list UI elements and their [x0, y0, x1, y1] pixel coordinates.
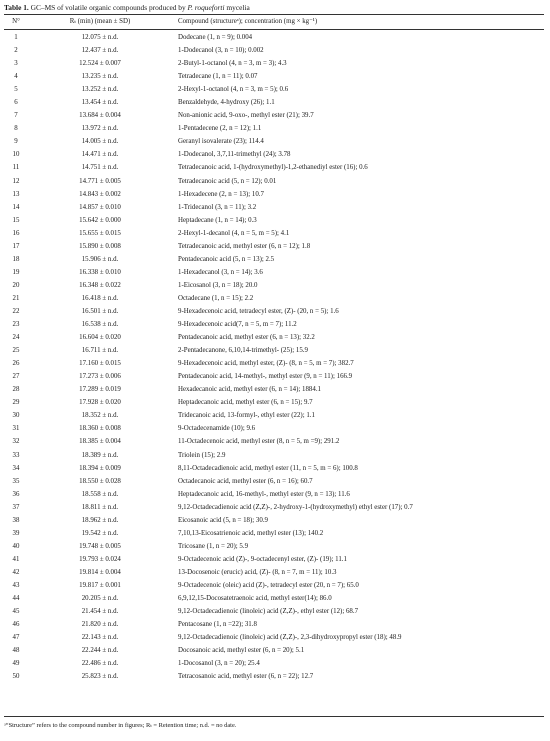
table-row: [0, 383, 550, 396]
compound-cell: 9-Octadecenoic acid (Z)-, 9-octadecenyl ester, (Z)- (19); 11.1: [178, 555, 347, 563]
table-row: [0, 553, 550, 566]
table-row: [0, 396, 550, 409]
compound-cell: 1-Dodecanol (3, n = 10); 0.002: [178, 47, 264, 55]
table-row: [0, 449, 550, 462]
compound-cell: Benzaldehyde, 4-hydroxy (26); 1.1: [178, 99, 275, 107]
row-number: 1: [14, 34, 18, 41]
row-number: 32: [12, 438, 20, 446]
retention-time-cell: 18.385 ± 0.004: [79, 438, 121, 446]
row-number: 37: [12, 503, 20, 511]
retention-time-cell: 14.471 ± n.d.: [81, 151, 119, 159]
table-label: Table 1.: [4, 3, 29, 12]
table-row: [0, 240, 550, 253]
row-number: 15: [12, 216, 20, 224]
retention-time-cell: 17.289 ± 0.019: [79, 386, 121, 394]
row-number: 10: [12, 151, 20, 159]
retention-time-cell: 19.793 ± 0.024: [79, 555, 121, 563]
table-row: [0, 422, 550, 435]
row-number: 17: [12, 242, 20, 250]
compound-cell: Non-anionic acid, 9-oxo-, methyl ester (21); 39.7: [178, 112, 314, 120]
row-number: 30: [12, 412, 20, 420]
table-row: [0, 57, 550, 70]
retention-time-cell: 14.005 ± n.d.: [81, 138, 119, 146]
retention-time-cell: 21.454 ± n.d.: [81, 608, 119, 616]
compound-cell: 11-Octadecenoic acid, methyl ester (8, n = 5, m =9); 291.2: [178, 438, 340, 446]
table-row: [0, 540, 550, 553]
retention-time-cell: 13.972 ± n.d.: [81, 125, 119, 133]
compound-cell: Docosanoic acid, methyl ester (6, n = 20); 5.1: [178, 647, 305, 655]
row-number: 23: [12, 321, 20, 329]
compound-cell: 2-Pentadecanone, 6,10,14-trimethyl- (25); 15.9: [178, 347, 308, 355]
table-row: [0, 501, 550, 514]
compound-cell: Eicosanoic acid (5, n = 18); 30.9: [178, 516, 268, 524]
retention-time-cell: 16.338 ± 0.010: [79, 268, 121, 276]
compound-cell: Pentadecanoic acid, methyl ester (6, n = 13); 32.2: [178, 334, 315, 342]
row-number: 19: [12, 268, 20, 276]
row-number: 41: [12, 555, 20, 563]
table-row: [0, 305, 550, 318]
table-row: [0, 618, 550, 631]
retention-time-cell: 14.771 ± 0.005: [79, 177, 121, 185]
compound-cell: 8,11-Octadecadienoic acid, methyl ester (11, n = 5, m = 6); 100.8: [178, 464, 358, 472]
row-number: 6: [14, 99, 18, 107]
retention-time-cell: 16.501 ± n.d.: [81, 307, 119, 315]
retention-time-cell: 18.962 ± n.d.: [81, 516, 119, 524]
compound-cell: 1-Pentadecene (2, n = 12); 1.1: [178, 125, 262, 133]
caption-species: P. roqueforti: [187, 3, 225, 12]
compound-cell: Tetradecane (1, n = 11); 0.07: [178, 73, 258, 81]
table-row: [0, 44, 550, 57]
retention-time-cell: 14.857 ± 0.010: [79, 203, 121, 211]
row-number: 45: [12, 608, 20, 616]
retention-time-cell: 18.360 ± 0.008: [79, 425, 121, 433]
table-row: [0, 488, 550, 501]
header-compound: Compound (structureᵃ); concentration (mg × kg⁻¹): [178, 18, 318, 25]
table-row: [0, 161, 550, 174]
compound-cell: 9,12-Octadecadienoic acid (Z,Z)-, 2-hydroxy-1-(hydroxymethyl) ethyl ester (17); 0.7: [178, 503, 413, 511]
compound-cell: 2-Hexyl-1-decanol (4, n = 5, m = 5); 4.1: [178, 229, 290, 237]
header-number: N°: [12, 18, 20, 25]
bottom-rule: [4, 716, 544, 717]
table-row: [0, 83, 550, 96]
row-number: 29: [12, 399, 20, 407]
compound-cell: Dodecane (1, n = 9); 0.004: [178, 34, 253, 41]
row-number: 12: [12, 177, 20, 185]
table-row: [0, 657, 550, 670]
row-number: 18: [12, 255, 20, 263]
table-row: [0, 266, 550, 279]
row-number: 36: [12, 490, 20, 498]
retention-time-cell: 16.711 ± n.d.: [81, 347, 119, 355]
row-number: 9: [14, 138, 18, 146]
compound-cell: Tridecanoic acid, 13-formyl-, ethyl ester (22); 1.1: [178, 412, 315, 420]
row-number: 13: [12, 190, 20, 198]
table-row: [0, 344, 550, 357]
retention-time-cell: 22.244 ± n.d.: [81, 647, 119, 655]
row-number: 34: [12, 464, 20, 472]
compound-cell: 1-Hexadecene (2, n = 13); 10.7: [178, 190, 264, 198]
retention-time-cell: 14.843 ± 0.002: [79, 190, 121, 198]
retention-time-cell: 15.890 ± 0.008: [79, 242, 121, 250]
retention-time-cell: 18.389 ± n.d.: [81, 451, 119, 459]
retention-time-cell: 15.642 ± 0.000: [79, 216, 121, 224]
compound-cell: Pentacosane (1, n =22); 31.8: [178, 621, 257, 629]
table-row: [0, 475, 550, 488]
retention-time-cell: 18.394 ± 0.009: [79, 464, 121, 472]
table-row: [0, 31, 550, 44]
row-number: 39: [12, 529, 20, 537]
retention-time-cell: 17.160 ± 0.015: [79, 360, 121, 368]
row-number: 50: [12, 673, 20, 681]
retention-time-cell: 19.748 ± 0.005: [79, 542, 121, 550]
retention-time-cell: 20.205 ± n.d.: [81, 595, 119, 603]
table-footnote: ᵃ“Structure” refers to the compound number in figures; Rₜ = Retention time; n.d. = no date.: [4, 722, 237, 729]
row-number: 5: [14, 86, 18, 94]
table-row: [0, 527, 550, 540]
table-row: [0, 96, 550, 109]
retention-time-cell: 12.524 ± 0.007: [79, 60, 121, 68]
compound-cell: Tetradecanoic acid, methyl ester (6, n = 12); 1.8: [178, 242, 311, 250]
compound-cell: Hexadecanoic acid, methyl ester (6, n = 14); 1884.1: [178, 386, 321, 394]
retention-time-cell: 17.273 ± 0.006: [79, 373, 121, 381]
table-row: [0, 318, 550, 331]
table-row: [0, 579, 550, 592]
row-number: 3: [14, 60, 18, 68]
compound-cell: 1-Eicosanol (3, n = 18); 20.0: [178, 281, 258, 289]
table-row: [0, 279, 550, 292]
compound-cell: Tricosane (1, n = 20); 5.9: [178, 542, 249, 550]
retention-time-cell: 22.143 ± n.d.: [81, 634, 119, 642]
row-number: 25: [12, 347, 20, 355]
table-row: [0, 370, 550, 383]
retention-time-cell: 18.550 ± 0.028: [79, 477, 121, 485]
row-number: 31: [12, 425, 20, 433]
retention-time-cell: 16.538 ± n.d.: [81, 321, 119, 329]
compound-cell: 9-Hexadecenoic acid, methyl ester, (Z)- (8, n = 5, m = 7); 382.7: [178, 360, 354, 368]
compound-cell: Pentadecanoic acid (5, n = 13); 2.5: [178, 255, 275, 263]
retention-time-cell: 19.817 ± 0.001: [79, 581, 121, 589]
row-number: 47: [12, 634, 20, 642]
retention-time-cell: 17.928 ± 0.020: [79, 399, 121, 407]
retention-time-cell: 13.684 ± 0.004: [79, 112, 121, 120]
row-number: 2: [14, 47, 18, 55]
retention-time-cell: 22.486 ± n.d.: [81, 660, 119, 668]
row-number: 35: [12, 477, 20, 485]
table-row: [0, 409, 550, 422]
table-row: [0, 109, 550, 122]
compound-cell: 6,9,12,15-Docosatetraenoic acid, methyl ester(14); 86.0: [178, 595, 332, 603]
table-row: [0, 670, 550, 683]
table-row: [0, 605, 550, 618]
retention-time-cell: 18.558 ± n.d.: [81, 490, 119, 498]
table-row: [0, 592, 550, 605]
retention-time-cell: 16.348 ± 0.022: [79, 281, 121, 289]
compound-cell: Octadecanoic acid, methyl ester (6, n = 16); 60.7: [178, 477, 313, 485]
table-row: [0, 566, 550, 579]
compound-cell: Heptadecanoic acid, 16-methyl-, methyl ester (9, n = 13); 11.6: [178, 490, 350, 498]
compound-cell: 9-Hexadecenoic acid, tetradecyl ester, (Z)- (20, n = 5); 1.6: [178, 307, 339, 315]
retention-time-cell: 15.655 ± 0.015: [79, 229, 121, 237]
row-number: 22: [12, 307, 20, 315]
row-number: 16: [12, 229, 20, 237]
row-number: 4: [14, 73, 18, 81]
table-row: [0, 201, 550, 214]
row-number: 21: [12, 294, 20, 302]
compound-cell: Triolein (15); 2.9: [178, 451, 226, 459]
table-row: [0, 188, 550, 201]
table-row: [0, 514, 550, 527]
retention-time-cell: 12.075 ± n.d.: [81, 34, 119, 41]
retention-time-cell: 21.820 ± n.d.: [81, 621, 119, 629]
compound-cell: 2-Butyl-1-octanol (4, n = 3, m = 3); 4.3: [178, 60, 287, 68]
table-row: [0, 462, 550, 475]
retention-time-cell: 16.418 ± n.d.: [81, 294, 119, 302]
row-number: 7: [14, 112, 18, 120]
row-number: 26: [12, 360, 20, 368]
table-row: [0, 227, 550, 240]
row-number: 8: [14, 125, 18, 133]
row-number: 11: [12, 164, 20, 172]
retention-time-cell: 18.352 ± n.d.: [81, 412, 119, 420]
compound-cell: 9-Hexadecenoic acid(7, n = 5, m = 7); 11.2: [178, 321, 297, 329]
table-row: [0, 148, 550, 161]
table-row: [0, 122, 550, 135]
compound-cell: 1-Dodecanol, 3,7,11-trimethyl (24); 3.78: [178, 151, 291, 159]
header-rule: [4, 29, 544, 30]
compound-cell: Geranyl isovalerate (23); 114.4: [178, 138, 264, 146]
row-number: 48: [12, 647, 20, 655]
compound-cell: 1-Docosanol (3, n = 20); 25.4: [178, 660, 260, 668]
table-row: [0, 631, 550, 644]
compound-cell: 9,12-Octadecadienoic (linoleic) acid (Z,Z)-, ethyl ester (12); 68.7: [178, 608, 359, 616]
retention-time-cell: 15.906 ± n.d.: [81, 255, 119, 263]
retention-time-cell: 14.751 ± n.d.: [81, 164, 119, 172]
top-rule: [4, 14, 544, 15]
compound-cell: 9-Octadecenamide (10); 9.6: [178, 425, 256, 433]
row-number: 33: [12, 451, 20, 459]
caption-tail: mycelia: [226, 3, 250, 12]
compound-cell: Tetradecanoic acid, 1-(hydroxymethyl)-1,2-ethanediyl ester (16); 0.6: [178, 164, 368, 172]
table-row: [0, 292, 550, 305]
caption-text: GC–MS of volatile organic compounds produced by: [30, 3, 186, 12]
compound-cell: Heptadecane (1, n = 14); 0.3: [178, 216, 257, 224]
table-body: [0, 31, 550, 683]
row-number: 24: [12, 334, 20, 342]
table-row: [0, 175, 550, 188]
table-caption: [4, 3, 250, 12]
retention-time-cell: 13.454 ± n.d.: [81, 99, 119, 107]
compound-cell: 9-Octadecenoic (oleic) acid (Z)-, tetradecyl ester (20, n = 7); 65.0: [178, 581, 359, 589]
table-row: [0, 70, 550, 83]
row-number: 27: [12, 373, 20, 381]
row-number: 44: [12, 595, 20, 603]
retention-time-cell: 18.811 ± n.d.: [81, 503, 119, 511]
table-row: [0, 435, 550, 448]
row-number: 46: [12, 621, 20, 629]
retention-time-cell: 25.823 ± n.d.: [81, 673, 119, 681]
row-number: 49: [12, 660, 20, 668]
retention-time-cell: 12.437 ± n.d.: [81, 47, 119, 55]
compound-cell: 2-Hexyl-1-octanol (4, n = 3, m = 5); 0.6: [178, 86, 289, 94]
compound-cell: 9,12-Octadecadienoic (linoleic) acid (Z,Z)-, 2,3-dihydroxypropyl ester (18); 48.9: [178, 634, 402, 642]
compound-cell: 13-Docosenoic (erucic) acid, (Z)- (8, n = 7, m = 11); 10.3: [178, 568, 337, 576]
row-number: 38: [12, 516, 20, 524]
compound-cell: Heptadecanoic acid, methyl ester (6, n = 15); 9.7: [178, 399, 313, 407]
row-number: 28: [12, 386, 20, 394]
table-row: [0, 644, 550, 657]
header-retention-time: Rₜ (min) (mean ± SD): [69, 18, 131, 25]
row-number: 20: [12, 281, 20, 289]
row-number: 40: [12, 542, 20, 550]
table-row: [0, 357, 550, 370]
compound-cell: Tetracosanoic acid, methyl ester (6, n = 22); 12.7: [178, 673, 314, 681]
retention-time-cell: 13.252 ± n.d.: [81, 86, 119, 94]
row-number: 42: [12, 568, 20, 576]
table-row: [0, 135, 550, 148]
compound-cell: Tetradecanoic acid (5, n = 12); 0.01: [178, 177, 277, 185]
retention-time-cell: 19.542 ± n.d.: [81, 529, 119, 537]
compound-cell: 7,10,13-Eicosatrienoic acid, methyl ester (13); 140.2: [178, 529, 324, 537]
compound-cell: Octadecane (1, n = 15); 2.2: [178, 294, 254, 302]
table-row: [0, 214, 550, 227]
compound-cell: 1-Tridecanol (3, n = 11); 3.2: [178, 203, 257, 211]
row-number: 43: [12, 581, 20, 589]
retention-time-cell: 13.235 ± n.d.: [81, 73, 119, 81]
compound-cell: Pentadecanoic acid, 14-methyl-, methyl ester (9, n = 11); 166.9: [178, 373, 353, 381]
retention-time-cell: 16.604 ± 0.020: [79, 334, 121, 342]
compound-cell: 1-Hexadecanol (3, n = 14); 3.6: [178, 268, 263, 276]
row-number: 14: [12, 203, 20, 211]
retention-time-cell: 19.814 ± 0.004: [79, 568, 121, 576]
table-row: [0, 253, 550, 266]
table-row: [0, 331, 550, 344]
